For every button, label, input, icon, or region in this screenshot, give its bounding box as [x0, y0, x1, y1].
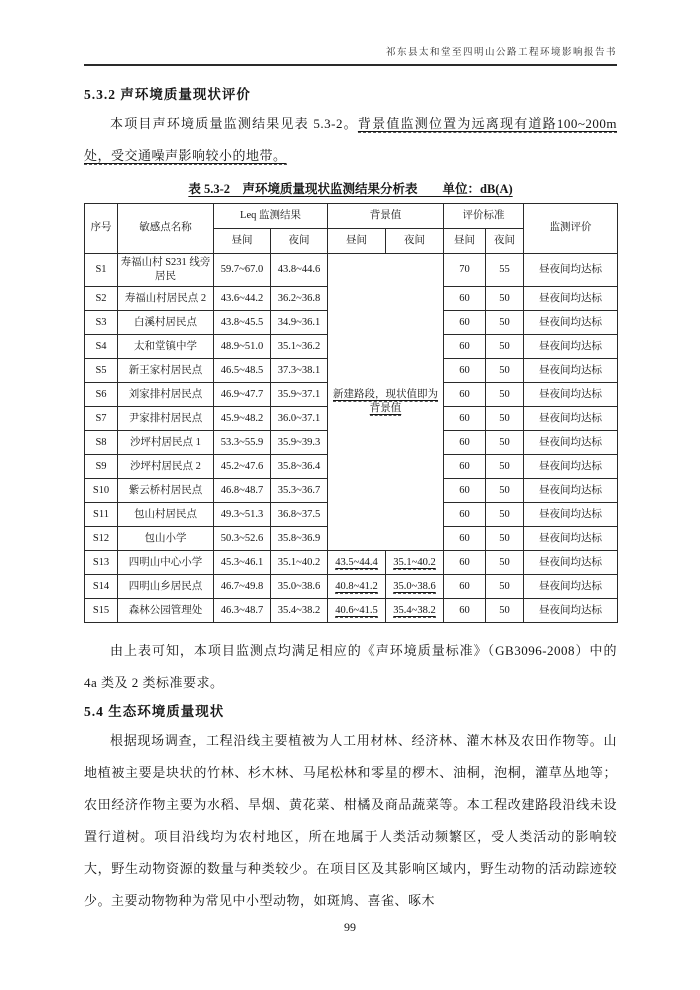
cell-seq: S4: [85, 335, 118, 359]
page-content: [0, 86, 700, 917]
cell-eval: 昼夜间均达标: [524, 287, 618, 311]
cell-bg-day: [328, 599, 386, 623]
header-bg-night: 夜间: [386, 229, 444, 254]
cell-leq-night: 35.3~36.7: [271, 479, 328, 503]
cell-name: 包山村居民点: [118, 503, 214, 527]
noise-monitoring-table: [84, 203, 618, 623]
cell-std-day: 60: [444, 383, 486, 407]
header-seq: 序号: [85, 204, 118, 254]
table-row: [85, 575, 618, 599]
cell-eval: 昼夜间均达标: [524, 407, 618, 431]
cell-leq-night: 35.9~37.1: [271, 383, 328, 407]
cell-eval: 昼夜间均达标: [524, 359, 618, 383]
conclusion-paragraph: 由上表可知，本项目监测点均满足相应的《声环境质量标准》（GB3096-2008）中的 4a 类及 2 类标准要求。: [84, 643, 617, 691]
cell-name: 沙坪村居民点 2: [118, 455, 214, 479]
section-5-3-2-heading: 5.3.2 声环境质量现状评价: [84, 87, 251, 102]
cell-std-day: 60: [444, 503, 486, 527]
cell-leq-night: 35.8~36.4: [271, 455, 328, 479]
noise-table-body: [85, 254, 618, 623]
table-row: [85, 551, 618, 575]
header-leq-night: 夜间: [271, 229, 328, 254]
cell-leq-night: 35.1~36.2: [271, 335, 328, 359]
cell-leq-night: 35.8~36.9: [271, 527, 328, 551]
cell-leq-night: 37.3~38.1: [271, 359, 328, 383]
cell-name: 四明山中心小学: [118, 551, 214, 575]
cell-name: 紫云桥村居民点: [118, 479, 214, 503]
cell-std-night: 50: [486, 479, 524, 503]
cell-std-night: 50: [486, 527, 524, 551]
cell-name: 新王家村居民点: [118, 359, 214, 383]
header-eval: 监测评价: [524, 204, 618, 254]
cell-eval: 昼夜间均达标: [524, 431, 618, 455]
cell-std-day: 60: [444, 599, 486, 623]
cell-std-night: 50: [486, 383, 524, 407]
cell-seq: S1: [85, 254, 118, 287]
cell-bg-day: [328, 575, 386, 599]
cell-seq: S6: [85, 383, 118, 407]
section-5-4-heading: 5.4 生态环境质量现状: [84, 704, 225, 720]
cell-leq-night: 36.0~37.1: [271, 407, 328, 431]
cell-bg-night: [386, 599, 444, 623]
cell-eval: 昼夜间均达标: [524, 383, 618, 407]
cell-bg-night: [386, 575, 444, 599]
cell-seq: S13: [85, 551, 118, 575]
cell-leq-day: 45.3~46.1: [214, 551, 271, 575]
cell-name: 四明山乡居民点: [118, 575, 214, 599]
cell-std-day: 60: [444, 479, 486, 503]
cell-bg-day-text: 43.5~44.4: [335, 556, 378, 568]
cell-leq-night: 34.9~36.1: [271, 311, 328, 335]
cell-std-night: 55: [486, 254, 524, 287]
cell-std-night: 50: [486, 503, 524, 527]
cell-eval: 昼夜间均达标: [524, 479, 618, 503]
cell-std-day: 60: [444, 431, 486, 455]
cell-bg-day-text: 40.8~41.2: [335, 580, 378, 592]
cell-seq: S3: [85, 311, 118, 335]
cell-seq: S7: [85, 407, 118, 431]
cell-bg-night: [386, 551, 444, 575]
cell-name: 太和堂镇中学: [118, 335, 214, 359]
cell-seq: S9: [85, 455, 118, 479]
cell-leq-day: 59.7~67.0: [214, 254, 271, 287]
cell-name: 刘家排村居民点: [118, 383, 214, 407]
header-std-day: 昼间: [444, 229, 486, 254]
header-std-group: 评价标准: [444, 204, 524, 229]
cell-std-night: 50: [486, 599, 524, 623]
cell-eval: 昼夜间均达标: [524, 254, 618, 287]
cell-std-night: 50: [486, 575, 524, 599]
cell-seq: S5: [85, 359, 118, 383]
cell-leq-day: 46.7~49.8: [214, 575, 271, 599]
header-rule: [84, 64, 617, 66]
cell-leq-day: 43.6~44.2: [214, 287, 271, 311]
cell-std-night: 50: [486, 311, 524, 335]
cell-bg-night-text: 35.0~38.6: [393, 580, 436, 592]
cell-name: 沙坪村居民点 1: [118, 431, 214, 455]
cell-leq-day: 49.3~51.3: [214, 503, 271, 527]
cell-name: 包山小学: [118, 527, 214, 551]
cell-leq-day: 45.9~48.2: [214, 407, 271, 431]
cell-seq: S10: [85, 479, 118, 503]
cell-leq-night: 36.2~36.8: [271, 287, 328, 311]
cell-name: 尹家排村居民点: [118, 407, 214, 431]
cell-std-night: 50: [486, 551, 524, 575]
cell-bg-day: [328, 551, 386, 575]
cell-std-day: 60: [444, 575, 486, 599]
cell-leq-day: 46.3~48.7: [214, 599, 271, 623]
table-header: [85, 204, 618, 254]
cell-bg-night-text: 35.4~38.2: [393, 604, 436, 616]
cell-std-day: 60: [444, 407, 486, 431]
cell-std-night: 50: [486, 335, 524, 359]
cell-eval: 昼夜间均达标: [524, 503, 618, 527]
cell-leq-day: 46.8~48.7: [214, 479, 271, 503]
cell-eval: 昼夜间均达标: [524, 311, 618, 335]
cell-std-day: 60: [444, 335, 486, 359]
page-number: 99: [344, 920, 356, 934]
cell-seq: S15: [85, 599, 118, 623]
table-row: [85, 254, 618, 287]
cell-leq-day: 46.5~48.5: [214, 359, 271, 383]
cell-seq: S11: [85, 503, 118, 527]
cell-name: 寿福山村居民点 2: [118, 287, 214, 311]
cell-leq-day: 50.3~52.6: [214, 527, 271, 551]
cell-eval: 昼夜间均达标: [524, 527, 618, 551]
cell-std-night: 50: [486, 359, 524, 383]
running-header-title: 祁东县太和堂至四明山公路工程环境影响报告书: [385, 48, 617, 58]
cell-std-night: 50: [486, 407, 524, 431]
cell-seq: S12: [85, 527, 118, 551]
cell-leq-night: 43.8~44.6: [271, 254, 328, 287]
ecology-paragraph: 根据现场调查，工程沿线主要植被为人工用材林、经济林、灌木林及农田作物等。山地植被主要是块状的竹林、杉木林、马尾松林和零星的椤木、油桐，泡桐，灌草丛地等；农田经济作物主要为水稻、旱烟、黄花菜、柑橘及商品蔬菜等。本工程改建路段沿线未设置行道树。项目沿线均为农村地区，所在地属于人类活动频繁区，受人类活动的影响较大，野生动物资源的数量与种类较少。在项目区及其影响区域内，野生动物的活动踪迹较少。主要动物物种为常见中小型动物，如斑鸠、喜雀、啄木: [84, 733, 617, 909]
cell-eval: 昼夜间均达标: [524, 575, 618, 599]
header-leq-day: 昼间: [214, 229, 271, 254]
table-caption: [84, 180, 617, 198]
cell-name: 森林公园管理处: [118, 599, 214, 623]
cell-bg-note: [328, 254, 444, 551]
cell-name: 白溪村居民点: [118, 311, 214, 335]
cell-leq-night: 35.9~39.3: [271, 431, 328, 455]
header-std-night: 夜间: [486, 229, 524, 254]
cell-leq-night: 36.8~37.5: [271, 503, 328, 527]
cell-std-day: 60: [444, 455, 486, 479]
cell-std-day: 60: [444, 311, 486, 335]
cell-seq: S14: [85, 575, 118, 599]
cell-bg-day-text: 40.6~41.5: [335, 604, 378, 616]
cell-eval: 昼夜间均达标: [524, 551, 618, 575]
cell-seq: S2: [85, 287, 118, 311]
table-caption-text: 表 5.3-2 声环境质量现状监测结果分析表 单位：dB(A): [188, 182, 513, 196]
intro-text: 本项目声环境质量监测结果见表 5.3-2。: [110, 116, 358, 131]
cell-leq-day: 45.2~47.6: [214, 455, 271, 479]
intro-paragraph: [84, 108, 617, 172]
header-bg-group: 背景值: [328, 204, 444, 229]
cell-leq-night: 35.0~38.6: [271, 575, 328, 599]
cell-leq-day: 43.8~45.5: [214, 311, 271, 335]
cell-leq-day: 53.3~55.9: [214, 431, 271, 455]
cell-eval: 昼夜间均达标: [524, 455, 618, 479]
table-row: [85, 599, 618, 623]
cell-eval: 昼夜间均达标: [524, 335, 618, 359]
cell-std-day: 60: [444, 359, 486, 383]
header-bg-day: 昼间: [328, 229, 386, 254]
running-header: [0, 0, 700, 66]
cell-std-day: 60: [444, 551, 486, 575]
cell-std-night: 50: [486, 431, 524, 455]
cell-name: 寿福山村 S231 线旁居民: [118, 254, 214, 287]
cell-eval: 昼夜间均达标: [524, 599, 618, 623]
cell-std-day: 60: [444, 287, 486, 311]
cell-leq-day: 46.9~47.7: [214, 383, 271, 407]
cell-std-day: 60: [444, 527, 486, 551]
intro-underlined-text: 背景值监测位置为远离现有道路100~200m 处，受交通噪声影响较小的地带。: [84, 116, 617, 163]
cell-bg-note-text: 新建路段，现状值即为背景值: [333, 389, 439, 415]
header-leq-group: Leq 监测结果: [214, 204, 328, 229]
cell-bg-night-text: 35.1~40.2: [393, 556, 436, 568]
cell-seq: S8: [85, 431, 118, 455]
cell-std-night: 50: [486, 455, 524, 479]
header-name: 敏感点名称: [118, 204, 214, 254]
table-header-row-1: [85, 204, 618, 229]
cell-leq-night: 35.4~38.2: [271, 599, 328, 623]
cell-leq-night: 35.1~40.2: [271, 551, 328, 575]
cell-std-night: 50: [486, 287, 524, 311]
cell-std-day: 70: [444, 254, 486, 287]
cell-leq-day: 48.9~51.0: [214, 335, 271, 359]
